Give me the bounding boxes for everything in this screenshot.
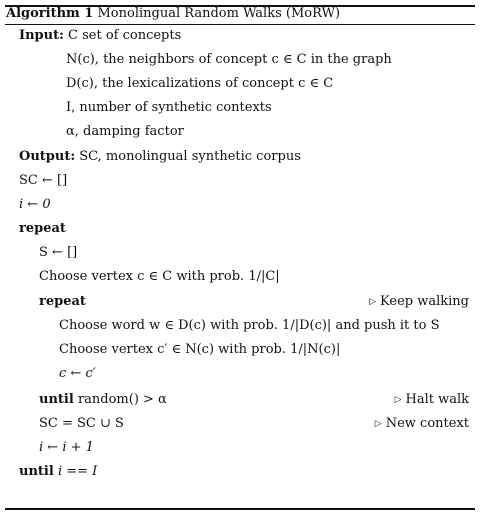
- until-keyword: until: [19, 464, 54, 479]
- comment-halt-walk-text: Halt walk: [405, 392, 469, 407]
- comment-keep-walking: [369, 294, 469, 311]
- comment-keep-walking-text: Keep walking: [380, 294, 469, 309]
- inner-until-condition: random() > α: [77, 392, 167, 407]
- step-init-sequence: S ← []: [39, 245, 78, 260]
- comment-new-context-text: New context: [385, 416, 469, 431]
- bottom-rule: [5, 508, 475, 510]
- algorithm-label: Algorithm 1: [6, 6, 94, 21]
- comment-new-context: [375, 416, 469, 433]
- step-move-vertex: c ← c′: [59, 366, 96, 381]
- step-choose-start-vertex: Choose vertex c ∈ C with prob. 1/|C|: [39, 269, 280, 284]
- step-inner-repeat: repeat: [39, 294, 86, 309]
- input-item-neighbors: N(c), the neighbors of concept c ∈ C in the graph: [66, 52, 392, 67]
- input-item-lexicalizations: D(c), the lexicalizations of concept c ∈ C: [66, 76, 334, 91]
- input-line: [19, 28, 181, 44]
- step-increment-counter: i ← i + 1: [39, 440, 94, 455]
- outer-until-condition: i == I: [57, 464, 98, 479]
- step-outer-until: [19, 464, 97, 480]
- output-text: SC, monolingual synthetic corpus: [79, 149, 301, 164]
- input-item-contexts: I, number of synthetic contexts: [66, 100, 272, 115]
- until-keyword: until: [39, 392, 74, 407]
- caption-rule: [5, 24, 475, 25]
- step-init-corpus: SC ← []: [19, 173, 68, 188]
- output-keyword: Output:: [19, 149, 76, 164]
- step-choose-next-vertex: Choose vertex c′ ∈ N(c) with prob. 1/|N(c)|: [59, 342, 341, 357]
- input-keyword: Input:: [19, 28, 64, 43]
- input-item-concepts: C set of concepts: [68, 28, 182, 43]
- comment-triangle-icon: ▷: [394, 395, 402, 405]
- comment-triangle-icon: ▷: [369, 297, 377, 307]
- comment-halt-walk: [395, 392, 469, 409]
- step-outer-repeat: repeat: [19, 221, 66, 236]
- step-append-sequence: SC = SC ∪ S: [39, 416, 124, 431]
- algorithm-caption: [6, 7, 340, 21]
- step-init-counter: i ← 0: [19, 197, 51, 212]
- step-choose-word: Choose word w ∈ D(c) with prob. 1/|D(c)| and push it to S: [59, 318, 440, 333]
- step-inner-until: [39, 392, 167, 408]
- algorithm-title: Monolingual Random Walks (MoRW): [97, 6, 341, 21]
- input-item-damping: α, damping factor: [66, 124, 184, 139]
- comment-triangle-icon: ▷: [374, 419, 382, 429]
- output-line: [19, 149, 301, 165]
